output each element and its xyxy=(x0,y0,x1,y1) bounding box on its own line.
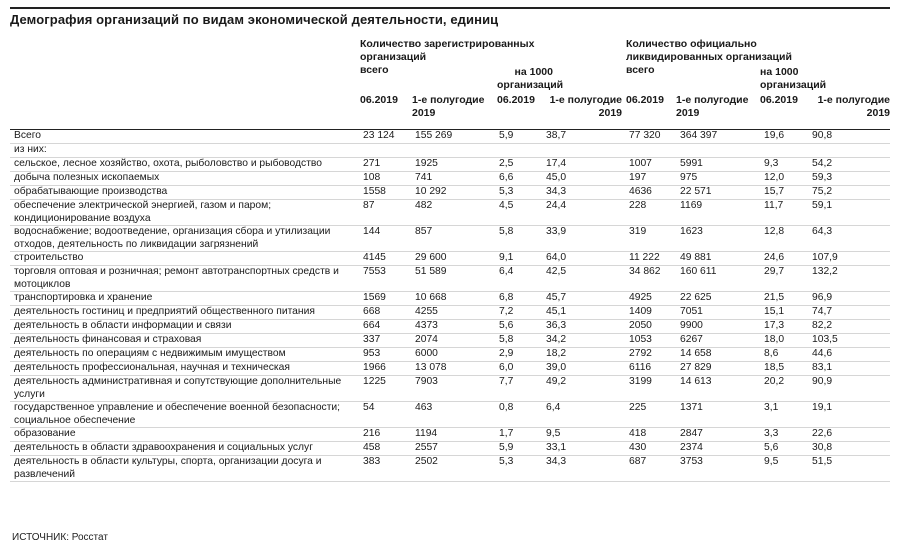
cell-value: 21,5 xyxy=(758,292,806,306)
cell-value: 64,0 xyxy=(540,252,623,266)
cell-value xyxy=(409,144,493,158)
cell-value: 24,6 xyxy=(758,252,806,266)
cell-value: 49,2 xyxy=(540,376,623,402)
cell-value: 9,5 xyxy=(540,428,623,442)
row-label: сельское, лесное хозяйство, охота, рыболовство и рыбоводство xyxy=(10,158,357,172)
group-header-liquidated: Количество официально ликвидированных организаций xyxy=(626,38,792,63)
cell-value: 482 xyxy=(409,200,493,226)
row-label: деятельность финансовая и страховая xyxy=(10,334,357,348)
cell-value: 1371 xyxy=(674,402,758,428)
cell-value: 6,4 xyxy=(493,266,540,292)
row-label: деятельность в области информации и связи xyxy=(10,320,357,334)
cell-value: 9,3 xyxy=(758,158,806,172)
cell-value: 1623 xyxy=(674,226,758,252)
cell-value: 5,9 xyxy=(493,130,540,144)
cell-value: 741 xyxy=(409,172,493,186)
cell-value: 23 124 xyxy=(357,130,409,144)
cell-value: 18,2 xyxy=(540,348,623,362)
table-body xyxy=(10,130,890,482)
cell-value xyxy=(758,144,806,158)
cell-value: 5,9 xyxy=(493,442,540,456)
row-label: деятельность гостиниц и предприятий общественного питания xyxy=(10,306,357,320)
cell-value: 36,3 xyxy=(540,320,623,334)
cell-value: 34,2 xyxy=(540,334,623,348)
row-label: торговля оптовая и розничная; ремонт автотранспортных средств и мотоциклов xyxy=(10,266,357,292)
table-row xyxy=(10,456,890,482)
cell-value: 6,4 xyxy=(540,402,623,428)
cell-value: 9,5 xyxy=(758,456,806,482)
table-row xyxy=(10,402,890,428)
cell-value: 2502 xyxy=(409,456,493,482)
cell-value: 155 269 xyxy=(409,130,493,144)
cell-value: 59,1 xyxy=(806,200,890,226)
cell-value: 30,8 xyxy=(806,442,890,456)
col-header-reg-h1: 1-е полугодие 2019 xyxy=(412,94,485,119)
cell-value: 90,9 xyxy=(806,376,890,402)
table-row xyxy=(10,306,890,320)
table-row xyxy=(10,200,890,226)
cell-value: 132,2 xyxy=(806,266,890,292)
cell-value: 857 xyxy=(409,226,493,252)
cell-value: 6,6 xyxy=(493,172,540,186)
cell-value: 6,0 xyxy=(493,362,540,376)
cell-value: 33,1 xyxy=(540,442,623,456)
cell-value: 15,7 xyxy=(758,186,806,200)
table-row xyxy=(10,320,890,334)
row-label: образование xyxy=(10,428,357,442)
cell-value: 82,2 xyxy=(806,320,890,334)
cell-value: 337 xyxy=(357,334,409,348)
cell-value: 51,5 xyxy=(806,456,890,482)
row-label: добыча полезных ископаемых xyxy=(10,172,357,186)
cell-value: 11 222 xyxy=(623,252,674,266)
cell-value: 38,7 xyxy=(540,130,623,144)
cell-value: 8,6 xyxy=(758,348,806,362)
group-header-registered: Количество зарегистрированных организаций xyxy=(360,38,535,63)
cell-value: 87 xyxy=(357,200,409,226)
cell-value: 4636 xyxy=(623,186,674,200)
cell-value: 20,2 xyxy=(758,376,806,402)
cell-value: 7051 xyxy=(674,306,758,320)
row-label: строительство xyxy=(10,252,357,266)
cell-value: 2792 xyxy=(623,348,674,362)
cell-value: 6267 xyxy=(674,334,758,348)
cell-value: 3753 xyxy=(674,456,758,482)
cell-value: 18,5 xyxy=(758,362,806,376)
sub-header-liq-per1000: на 1000 организаций xyxy=(760,66,827,91)
cell-value xyxy=(674,144,758,158)
cell-value: 364 397 xyxy=(674,130,758,144)
row-label: транспортировка и хранение xyxy=(10,292,357,306)
row-label: обеспечение электрической энергией, газом и паром; кондиционирование воздуха xyxy=(10,200,357,226)
cell-value: 14 613 xyxy=(674,376,758,402)
cell-value: 975 xyxy=(674,172,758,186)
cell-value: 77 320 xyxy=(623,130,674,144)
cell-value: 5,6 xyxy=(493,320,540,334)
col-header-liq-h1: 1-е полугодие 2019 xyxy=(676,94,749,119)
cell-value: 17,3 xyxy=(758,320,806,334)
cell-value: 664 xyxy=(357,320,409,334)
cell-value xyxy=(806,144,890,158)
cell-value: 103,5 xyxy=(806,334,890,348)
row-label: деятельность профессиональная, научная и техническая xyxy=(10,362,357,376)
cell-value: 5,6 xyxy=(758,442,806,456)
cell-value: 7553 xyxy=(357,266,409,292)
cell-value: 45,0 xyxy=(540,172,623,186)
cell-value: 319 xyxy=(623,226,674,252)
cell-value: 4145 xyxy=(357,252,409,266)
table-row xyxy=(10,252,890,266)
cell-value: 12,8 xyxy=(758,226,806,252)
cell-value: 12,0 xyxy=(758,172,806,186)
table-row xyxy=(10,186,890,200)
row-label: Всего xyxy=(10,130,357,144)
cell-value: 7903 xyxy=(409,376,493,402)
cell-value: 64,3 xyxy=(806,226,890,252)
cell-value: 19,6 xyxy=(758,130,806,144)
table-row xyxy=(10,158,890,172)
col-header-liq-per-jun: 06.2019 xyxy=(760,94,798,106)
cell-value: 1925 xyxy=(409,158,493,172)
cell-value: 83,1 xyxy=(806,362,890,376)
cell-value xyxy=(357,144,409,158)
cell-value: 5,8 xyxy=(493,334,540,348)
cell-value: 7,7 xyxy=(493,376,540,402)
cell-value: 1,7 xyxy=(493,428,540,442)
cell-value: 42,5 xyxy=(540,266,623,292)
cell-value: 1225 xyxy=(357,376,409,402)
col-header-reg-per-jun: 06.2019 xyxy=(497,94,535,106)
cell-value: 1409 xyxy=(623,306,674,320)
cell-value: 1558 xyxy=(357,186,409,200)
col-header-reg-jun: 06.2019 xyxy=(360,94,398,106)
cell-value: 45,7 xyxy=(540,292,623,306)
cell-value: 11,7 xyxy=(758,200,806,226)
cell-value: 5,3 xyxy=(493,186,540,200)
col-header-liq-jun: 06.2019 xyxy=(626,94,664,106)
table-row xyxy=(10,334,890,348)
table-row xyxy=(10,428,890,442)
table-row xyxy=(10,266,890,292)
cell-value: 225 xyxy=(623,402,674,428)
cell-value: 1007 xyxy=(623,158,674,172)
cell-value: 22 571 xyxy=(674,186,758,200)
title-bar xyxy=(10,7,890,31)
cell-value: 7,2 xyxy=(493,306,540,320)
cell-value: 144 xyxy=(357,226,409,252)
cell-value: 34,3 xyxy=(540,456,623,482)
table-row xyxy=(10,226,890,252)
cell-value: 2,9 xyxy=(493,348,540,362)
cell-value: 4925 xyxy=(623,292,674,306)
cell-value: 54,2 xyxy=(806,158,890,172)
cell-value: 27 829 xyxy=(674,362,758,376)
cell-value: 2050 xyxy=(623,320,674,334)
cell-value: 75,2 xyxy=(806,186,890,200)
sub-header-reg-per1000: на 1000 организаций xyxy=(497,66,564,91)
cell-value: 22 625 xyxy=(674,292,758,306)
sub-header-liq-total: всего xyxy=(626,64,655,76)
cell-value: 4255 xyxy=(409,306,493,320)
cell-value: 1053 xyxy=(623,334,674,348)
table-row xyxy=(10,144,890,158)
cell-value: 49 881 xyxy=(674,252,758,266)
row-label: деятельность в области культуры, спорта, организации досуга и развлечений xyxy=(10,456,357,482)
cell-value: 59,3 xyxy=(806,172,890,186)
cell-value: 29 600 xyxy=(409,252,493,266)
cell-value: 18,0 xyxy=(758,334,806,348)
cell-value: 6000 xyxy=(409,348,493,362)
cell-value: 1169 xyxy=(674,200,758,226)
cell-value: 34,3 xyxy=(540,186,623,200)
cell-value: 6116 xyxy=(623,362,674,376)
cell-value: 383 xyxy=(357,456,409,482)
cell-value: 463 xyxy=(409,402,493,428)
cell-value: 2557 xyxy=(409,442,493,456)
cell-value: 5991 xyxy=(674,158,758,172)
cell-value: 14 658 xyxy=(674,348,758,362)
cell-value: 4373 xyxy=(409,320,493,334)
cell-value: 10 292 xyxy=(409,186,493,200)
cell-value: 1194 xyxy=(409,428,493,442)
cell-value: 430 xyxy=(623,442,674,456)
cell-value: 0,8 xyxy=(493,402,540,428)
cell-value: 3199 xyxy=(623,376,674,402)
cell-value: 107,9 xyxy=(806,252,890,266)
cell-value: 3,1 xyxy=(758,402,806,428)
cell-value: 39,0 xyxy=(540,362,623,376)
cell-value: 19,1 xyxy=(806,402,890,428)
table-row xyxy=(10,130,890,144)
cell-value: 108 xyxy=(357,172,409,186)
cell-value xyxy=(540,144,623,158)
col-header-liq-per-h1: 1-е полугодие 2019 xyxy=(817,94,890,119)
cell-value: 90,8 xyxy=(806,130,890,144)
cell-value: 22,6 xyxy=(806,428,890,442)
cell-value: 2847 xyxy=(674,428,758,442)
sub-header-reg-total: всего xyxy=(360,64,389,76)
cell-value: 33,9 xyxy=(540,226,623,252)
row-label: деятельность в области здравоохранения и социальных услуг xyxy=(10,442,357,456)
cell-value: 216 xyxy=(357,428,409,442)
source-note: ИСТОЧНИК: Росстат xyxy=(12,532,108,543)
cell-value: 4,5 xyxy=(493,200,540,226)
cell-value: 1569 xyxy=(357,292,409,306)
cell-value: 3,3 xyxy=(758,428,806,442)
table-row xyxy=(10,292,890,306)
cell-value: 44,6 xyxy=(806,348,890,362)
table-row xyxy=(10,376,890,402)
cell-value: 418 xyxy=(623,428,674,442)
cell-value: 953 xyxy=(357,348,409,362)
table-row xyxy=(10,172,890,186)
table-row xyxy=(10,348,890,362)
cell-value: 24,4 xyxy=(540,200,623,226)
cell-value: 51 589 xyxy=(409,266,493,292)
cell-value: 271 xyxy=(357,158,409,172)
cell-value: 6,8 xyxy=(493,292,540,306)
cell-value: 54 xyxy=(357,402,409,428)
cell-value: 9,1 xyxy=(493,252,540,266)
cell-value: 1966 xyxy=(357,362,409,376)
col-header-reg-per-h1: 1-е полугодие 2019 xyxy=(549,94,622,119)
cell-value: 5,3 xyxy=(493,456,540,482)
row-label: из них: xyxy=(10,144,357,158)
cell-value: 687 xyxy=(623,456,674,482)
cell-value: 2374 xyxy=(674,442,758,456)
cell-value: 2074 xyxy=(409,334,493,348)
cell-value: 17,4 xyxy=(540,158,623,172)
cell-value: 458 xyxy=(357,442,409,456)
table-row xyxy=(10,362,890,376)
cell-value: 228 xyxy=(623,200,674,226)
row-label: обрабатывающие производства xyxy=(10,186,357,200)
row-label: водоснабжение; водоотведение, организация сбора и утилизации отходов, деятельность по ликвидации загрязнений xyxy=(10,226,357,252)
row-label: государственное управление и обеспечение военной безопасности; социальное обеспечение xyxy=(10,402,357,428)
data-table xyxy=(10,130,890,482)
table-row xyxy=(10,442,890,456)
row-label: деятельность по операциям с недвижимым имуществом xyxy=(10,348,357,362)
cell-value xyxy=(623,144,674,158)
cell-value: 15,1 xyxy=(758,306,806,320)
cell-value: 34 862 xyxy=(623,266,674,292)
cell-value: 2,5 xyxy=(493,158,540,172)
cell-value: 29,7 xyxy=(758,266,806,292)
cell-value: 668 xyxy=(357,306,409,320)
cell-value: 160 611 xyxy=(674,266,758,292)
cell-value: 9900 xyxy=(674,320,758,334)
cell-value: 13 078 xyxy=(409,362,493,376)
cell-value: 74,7 xyxy=(806,306,890,320)
cell-value: 10 668 xyxy=(409,292,493,306)
cell-value: 197 xyxy=(623,172,674,186)
cell-value: 45,1 xyxy=(540,306,623,320)
cell-value: 96,9 xyxy=(806,292,890,306)
cell-value xyxy=(493,144,540,158)
cell-value: 5,8 xyxy=(493,226,540,252)
table-title: Демография организаций по видам экономической деятельности, единиц xyxy=(10,12,499,27)
row-label: деятельность административная и сопутствующие дополнительные услуги xyxy=(10,376,357,402)
